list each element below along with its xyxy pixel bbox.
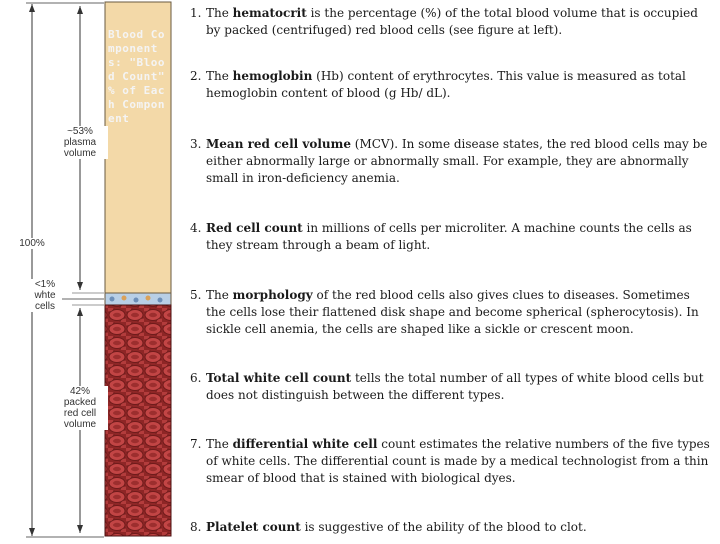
item-term: hemoglobin xyxy=(232,69,313,83)
item-term: Platelet count xyxy=(206,520,301,534)
item-number: 3. xyxy=(190,137,202,151)
item-term: Red cell count xyxy=(206,221,303,235)
blood-components-figure xyxy=(0,0,190,540)
packed-red-cell-label: 42% packed red cell volume xyxy=(52,386,108,430)
list-item xyxy=(190,436,712,487)
item-term: differential white cell xyxy=(232,437,378,451)
list-item xyxy=(190,287,712,338)
item-term: Mean red cell volume xyxy=(206,137,351,151)
item-number: 1. xyxy=(190,6,202,20)
plasma-volume-label: ~53% plasma volume xyxy=(52,126,108,159)
item-number: 4. xyxy=(190,221,202,235)
item-text: Mean red cell volume (MCV). In some disease states, the red blood cells may be either abnormally large or abnormally small. For example, they are abnormally small in iron-deficiency anemia. xyxy=(206,137,708,185)
list-item xyxy=(190,5,712,39)
total-volume-label: 100% xyxy=(10,238,54,249)
list-item xyxy=(190,136,712,187)
red-cell-layer xyxy=(105,305,171,536)
item-term: Total white cell count xyxy=(206,371,352,385)
item-number: 7. xyxy=(190,437,202,451)
list-item xyxy=(190,519,712,536)
item-text: The hemoglobin (Hb) content of erythrocytes. This value is measured as total hemoglobin content of blood (g Hb/ dL). xyxy=(206,69,686,100)
list-item xyxy=(190,370,712,404)
item-text: Platelet count is suggestive of the ability of the blood to clot. xyxy=(206,520,587,534)
blood-components-overlay-text: Blood Components: "Blood Count" % of Each Component xyxy=(108,28,165,125)
blood-count-list xyxy=(190,0,720,540)
list-item xyxy=(190,220,712,254)
item-number: 8. xyxy=(190,520,202,534)
item-term: hematocrit xyxy=(232,6,307,20)
item-number: 2. xyxy=(190,69,202,83)
item-text: Red cell count in millions of cells per microliter. A machine counts the cells as they stream through a beam of light. xyxy=(206,221,692,252)
item-term: morphology xyxy=(232,288,313,302)
item-number: 5. xyxy=(190,288,202,302)
item-number: 6. xyxy=(190,371,202,385)
white-cells-label: <1% whte cells xyxy=(28,279,62,312)
item-text: The morphology of the red blood cells also gives clues to diseases. Sometimes the cells lose their flattened disk shape and become spherical (spherocytosis). In sickle cell anemia, the cells are shaped like a sickle or crescent moon. xyxy=(206,288,699,336)
item-text: The differential white cell count estimates the relative numbers of the five types of white cells. The differential count is made by a medical technologist from a thin smear of blood that is stained with biological dyes. xyxy=(206,437,710,485)
list-item xyxy=(190,68,712,102)
item-text: Total white cell count tells the total number of all types of white blood cells but does not distinguish between the different types. xyxy=(206,371,704,402)
item-text: The hematocrit is the percentage (%) of the total blood volume that is occupied by packed (centrifuged) red blood cells (see figure at left). xyxy=(206,6,698,37)
